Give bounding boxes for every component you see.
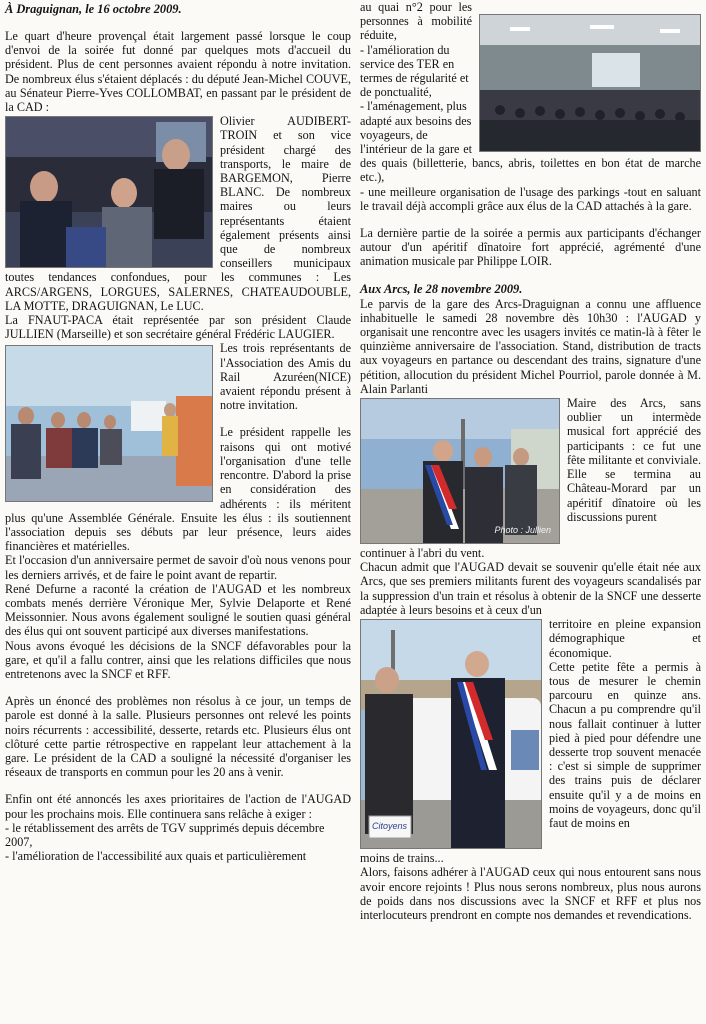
- paragraph: territoire en pleine expansion démographique et économique.: [549, 617, 701, 660]
- section-heading-draguignan: À Draguignan, le 16 octobre 2009.: [5, 2, 182, 16]
- paragraph: Maire des Arcs, sans oublier un intermède musical fort apprécié des participants : ce fut une fête militante et conviviale. Elle se termina au Château-Morard par un apéritif dînatoire où les discussions purent: [567, 396, 701, 524]
- photo-officials-seated: [5, 116, 213, 268]
- left-column: [5, 0, 351, 863]
- paragraph: moins de trains...: [360, 851, 444, 866]
- paragraph: Le président rappelle les raisons qui ont motivé l'organisation d'une telle rencontre. D'abord la prise en considération des adhérents : ils méritent plus qu'une Assemblée Générale. Ensuite les élus : ils soutiennent l'association depuis ses débuts par leur présence, leurs aides financières et matérielles.: [5, 425, 351, 554]
- paragraph: Olivier AUDIBERT-TROIN et son vice président chargé des transports, le maire de BARGEMON, Pierre BLANC. De nombreux maires ou leurs représentants étaient également présents ainsi que de nombreux conseillers municipaux toutes tendances confondues, pour les communes : Les ARCS/ARGENS, LORGUES, SALERNES, CHATEAUDOUBLE, LA MOTTE, DRAGUIGNAN, Le LUC.: [5, 114, 351, 313]
- paragraph: l'intérieur de la gare et des quais (billetterie, bancs, abris, toilettes en bon état de marche etc.),: [360, 142, 701, 185]
- photo-mayor-with-van: [360, 619, 542, 849]
- paragraph: Chacun admit que l'AUGAD devait se souvenir qu'elle était née aux Arcs, que ses premiers militants furent des voyageurs scandalisés par la suppression d'un train et résolus à obtenir de la SNCF une desserte adaptée à leurs besoins et à ceux d'un: [360, 560, 701, 617]
- list-item: - l'amélioration de l'accessibilité aux quais et particulièrement: [5, 849, 307, 864]
- paragraph: Et l'occasion d'un anniversaire permet de savoir d'où nous venons pour les derniers arrivés, et de faire le point avant de repartir.: [5, 553, 351, 582]
- list-item: - l'aménagement, plus adapté aux besoins des voyageurs, de: [360, 99, 472, 142]
- paragraph: Les trois représentants de l'Association des Amis du Rail Azuréen(NICE) avaient répondu présent à notre invitation.: [220, 341, 351, 413]
- section-heading-arcs: Aux Arcs, le 28 novembre 2009.: [360, 281, 523, 296]
- paragraph: Enfin ont été annoncés les axes prioritaires de l'action de l'AUGAD pour les prochains mois. Elle continuera sans relâche à exiger :: [5, 792, 351, 821]
- paragraph: Le quart d'heure provençal était largement passé lorsque le coup d'envoi de la soirée fut donné par quelques mots d'accueil du président. Plus de cent personnes avaient répondu à notre invitation. De nombreux élus s'étaient déplacés : du député Jean-Michel COUVE, au Sénateur Pierre-Yves COLLOMBAT, en passant par le président de la CAD :: [5, 29, 351, 115]
- sign-text: Citoyens: [372, 821, 408, 832]
- right-column: [360, 0, 701, 922]
- photo-credit: Photo : Jullien: [494, 525, 551, 536]
- paragraph: Nous avons évoqué les décisions de la SNCF défavorables pour la gare, et qu'il a fallu contrer, ainsi que les relations difficiles que nous entretenons avec la SNCF et RFF.: [5, 638, 351, 681]
- paragraph: René Defurne a raconté la création de l'AUGAD et les nombreux combats menés derrière Véronique Mer, Sylvie Delaporte et René Meissonnier. Nous avons également souligné le soutien quasi général des élus qui ont souvent participé aux diverses manifestations.: [5, 581, 351, 639]
- paragraph: Cette petite fête a permis à tous de mesurer le chemin parcouru en quinze ans. Chacun a pu comprendre qu'il nous fallait continuer à lutter pied à pied pour défendre une desserte trop souvent menacée : c'est si simple de supprimer des trains puis de déclarer ensuite qu'il y a de moins en moins de voyageurs, donc qu'il faut de moins en: [549, 659, 701, 830]
- paragraph: La FNAUT-PACA était représentée par son président Claude JULLIEN (Marseille) et son secrétaire général Frédéric LAUGIER.: [5, 313, 351, 342]
- paragraph: Après un énoncé des problèmes non résolus à ce jour, un temps de parole est donné à la salle. Plusieurs personnes ont relevé les points noirs récurrents : accessibilité, desserte, retards etc. Plusieurs élus ont clôturé cette partie rétrospective en rappelant leur attachement à la gare. Le président de la CAD a souligné la nécessité d'organiser les réseaux de transports en commun pour les 20 ans à venir.: [5, 694, 351, 780]
- paragraph: Alors, faisons adhérer à l'AUGAD ceux qui nous entourent sans nous avoir encore rejoints ! Plus nous serons nombreux, plus nous aurons de poids dans nos discussions avec la SNCF et RFF et plus nos interlocuteurs prendront en compte nos demandes et revendications.: [360, 865, 701, 922]
- list-item: - le rétablissement des arrêts de TGV supprimés depuis décembre 2007,: [5, 820, 325, 849]
- paragraph: La dernière partie de la soirée a permis aux participants d'échanger autour d'un apéritif dînatoire fort apprécié, agrémenté d'une animation musicale par Philippe LOIR.: [360, 226, 701, 269]
- paragraph: Le parvis de la gare des Arcs-Draguignan a connu une affluence inhabituelle le samedi 28 novembre dès 10h30 : l'AUGAD y organisait une rencontre avec les usagers invités ce matin-là à fêter le quinzième anniversaire de l'association. Stand, distribution de tracts aux voyageurs en partance ou descendant des trains, signature d'une pétition, allocution du président Michel Pourriol, parole donnée à M. Alain Parlanti: [360, 296, 701, 396]
- photo-mayor-station-forecourt: [360, 398, 560, 544]
- photo-conference-room: [479, 14, 701, 152]
- list-item: - l'amélioration du service des TER en termes de régularité et de ponctualité,: [360, 42, 469, 100]
- paragraph: - une meilleure organisation de l'usage des parkings -tout en saluant le travail déjà accompli grâce aux élus de la CAD attachés à la gare.: [360, 184, 701, 213]
- photo-meeting-audience: [5, 345, 213, 502]
- paragraph: au quai n°2 pour les personnes à mobilité réduite,: [360, 0, 472, 43]
- paragraph: continuer à l'abri du vent.: [360, 546, 485, 561]
